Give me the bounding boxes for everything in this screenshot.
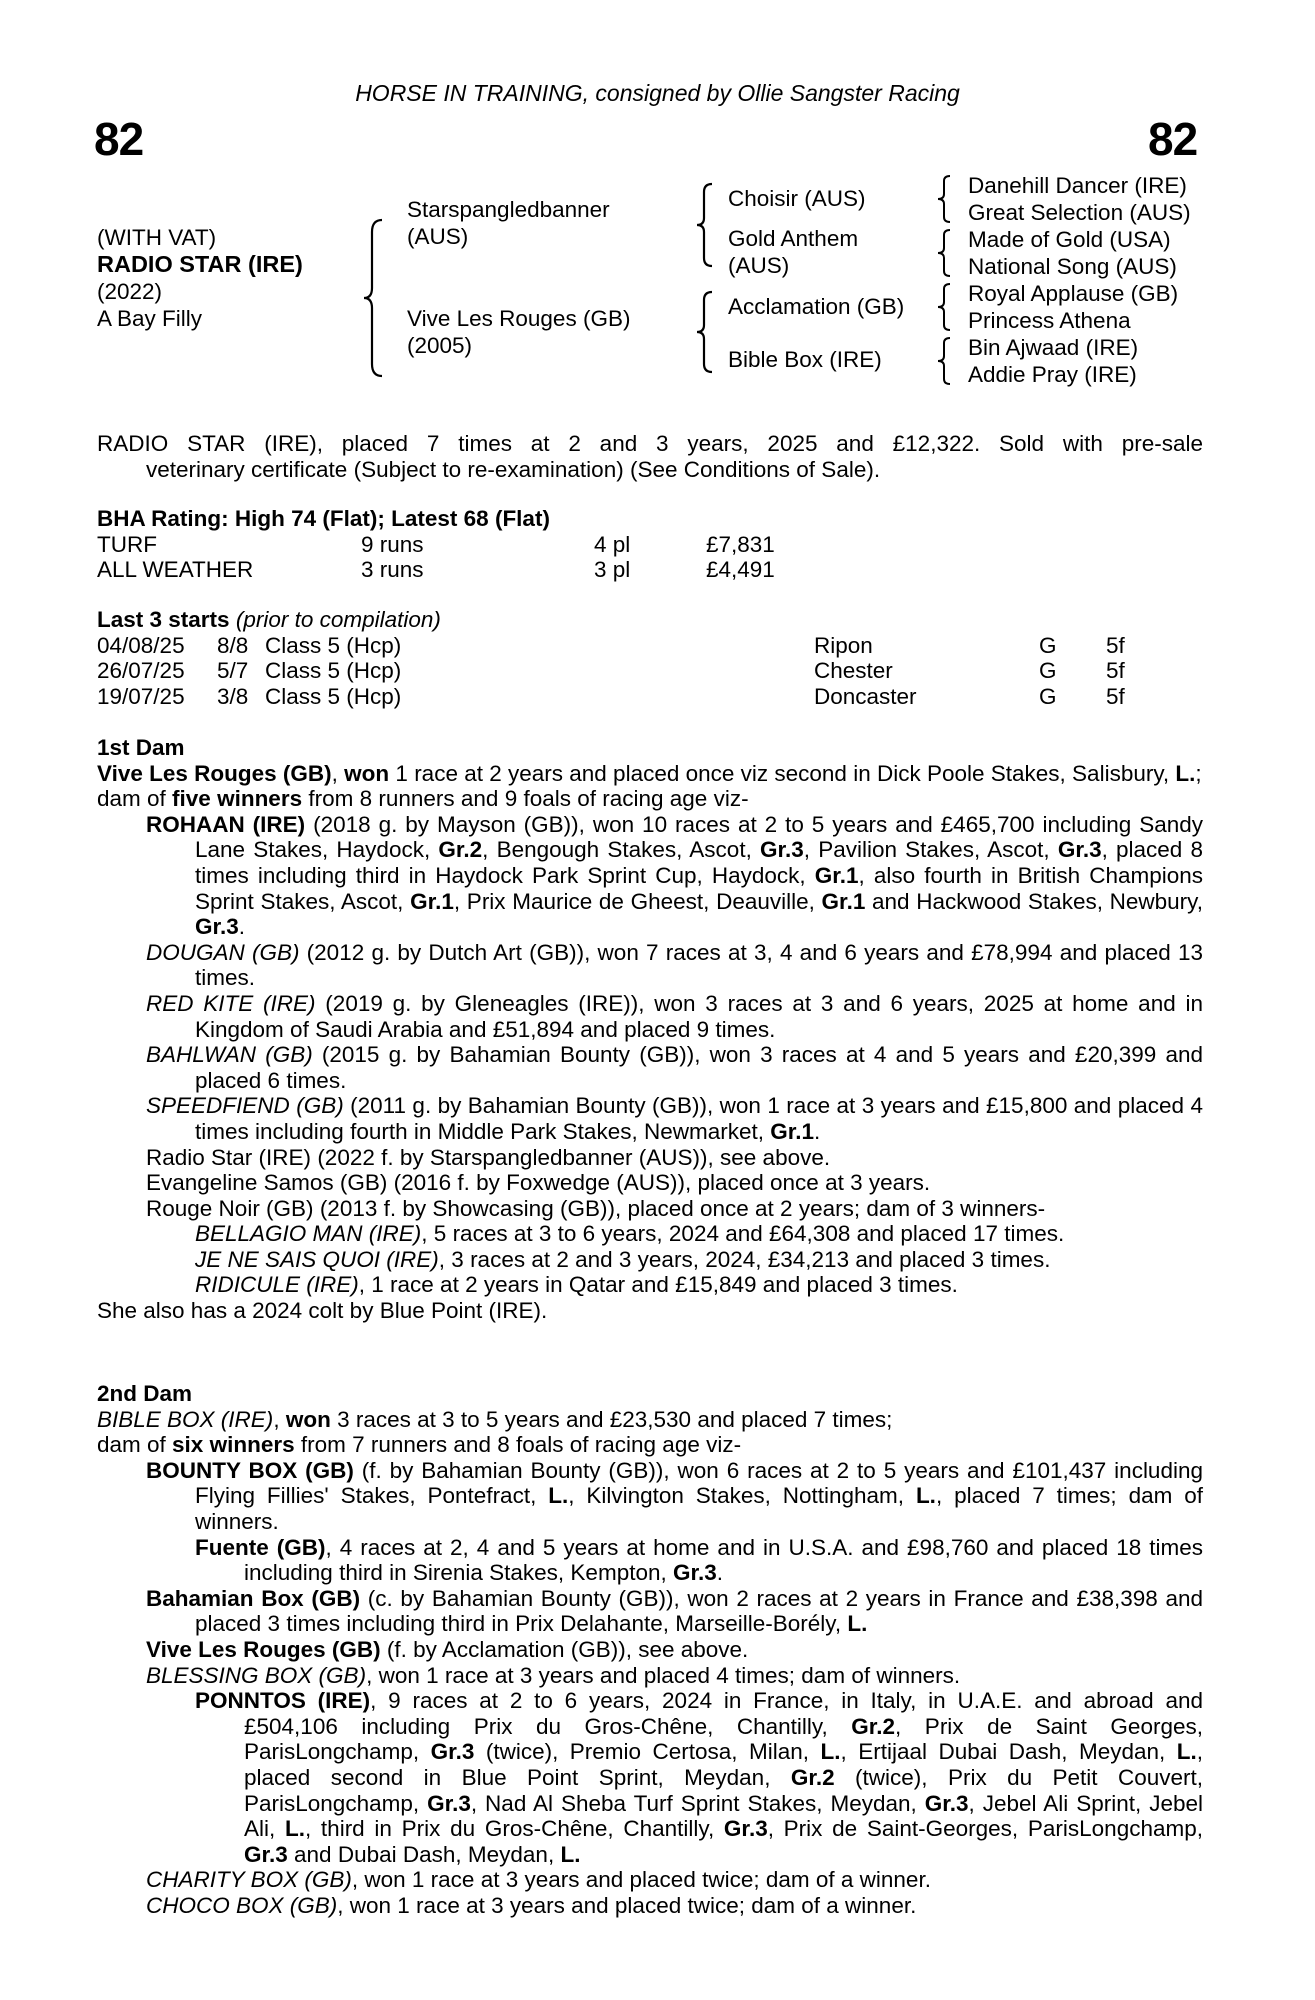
race-grade: L. (284, 1816, 305, 1842)
going: G (1039, 683, 1057, 709)
race-record: , Bengough Stakes, Ascot, (482, 837, 760, 863)
race-grade: Gr.1 (410, 888, 454, 914)
offspring-entry (195, 1535, 1203, 1586)
race-record: , won 1 race at 3 years and placed twice; dam of a winner. (351, 1867, 931, 1893)
second-dam-section (97, 1381, 1203, 1918)
race-record: (2012 g. by Dutch Art (GB)), won 7 races at 3, 4 and 6 years and £78,994 and placed 13 times. (195, 939, 1203, 991)
horse-name: RED KITE (IRE) (146, 990, 316, 1016)
offspring-entry (146, 1458, 1203, 1535)
pedigree-brace-acclamation (934, 282, 954, 332)
runs: 9 runs (361, 531, 424, 557)
race-record: (2019 g. by Gleneagles (IRE)), won 3 races at 3 and 6 years, 2025 at home and in Kingdom of Saudi Arabia and £51,894 and placed 9 times. (195, 990, 1203, 1042)
placed: 3 pl (594, 557, 631, 583)
race-record: , Pavilion Stakes, Ascot, (803, 837, 1058, 863)
offspring-entry (146, 1170, 1203, 1196)
offspring-entry (146, 1663, 1203, 1689)
horse-name: Bahamian Box (GB) (146, 1585, 361, 1611)
pedigree-brace-sire (694, 182, 716, 268)
race-record: , 4 races at 2, 4 and 5 years at home and in U.S.A. and £98,760 and placed 18 times including third in Sirenia Stakes, Kempton, (244, 1534, 1203, 1586)
first-dam-section (97, 735, 1203, 1324)
dam-of-pre: dam of (97, 786, 173, 812)
dam-name: Vive Les Rouges (GB) (407, 306, 631, 331)
race-record: (twice), Prix du Petit Couvert, ParisLongchamp, (244, 1764, 1203, 1816)
race-grade: Gr.3 (723, 1816, 768, 1842)
race-record: , placed second in Blue Point Sprint, Meydan, (244, 1739, 1203, 1790)
horse-identity (97, 224, 303, 332)
race-grade: Gr.2 (851, 1713, 896, 1739)
horse-name: Fuente (GB) (195, 1534, 326, 1560)
horse-name: CHARITY BOX (GB) (146, 1867, 352, 1893)
gen3-ancestor: Royal Applause (GB) (968, 281, 1179, 306)
race-record: (f. by Bahamian Bounty (GB)), won 6 races at 2 to 5 years and £101,437 including Flying Fillies' Stakes, Pontefract, (195, 1457, 1203, 1509)
race-grade: Gr.3 (427, 1790, 471, 1816)
lot-number-left: 82 (94, 113, 144, 165)
race-record: , won 1 race at 3 years and placed 4 times; dam of winners. (366, 1662, 961, 1688)
offspring-entry (146, 1586, 1203, 1637)
race-record: (2018 g. by Mayson (GB)), won 10 races at 2 to 5 years and £465,700 including Sandy Lane Stakes, Haydock, (195, 811, 1203, 863)
race-record: , 1 race at 2 years in Qatar and £15,849 and placed 3 times. (358, 1272, 958, 1298)
race-class: Class 5 (Hcp) (265, 658, 402, 684)
horse-name: RADIO STAR (IRE) (97, 251, 303, 277)
pedigree-dam-dam: Bible Box (IRE) (728, 347, 882, 372)
summary-line-1: RADIO STAR (IRE), placed 7 times at 2 and 3 years, 2025 and £12,322. Sold with pre-sale (97, 431, 1203, 456)
pedigree-brace-dam (694, 290, 716, 374)
first-dam-heading: 1st Dam (97, 735, 185, 760)
horse-name: SPEEDFIEND (GB) (146, 1093, 344, 1119)
race-grade: Gr.3 (430, 1739, 475, 1765)
horse-description: A Bay Filly (97, 306, 203, 331)
won-label: won (285, 1406, 331, 1432)
course: Doncaster (814, 683, 917, 709)
race-record: (f. by Acclamation (GB)), see above. (380, 1636, 749, 1662)
gen3-ancestor: Bin Ajwaad (IRE) (968, 335, 1139, 360)
first-dam-offspring-list (97, 812, 1203, 1222)
first-dam-intro: Vive Les Rouges (GB), won 1 race at 2 years and placed once viz second in Dick Poole Stakes, Salisbury, L.; (97, 760, 1202, 786)
race-grade: L. (915, 1483, 936, 1509)
offspring-entry (146, 991, 1203, 1042)
race-record: (2015 g. by Bahamian Bounty (GB)), won 3 races at 4 and 5 years and £20,399 and placed 6 times. (195, 1042, 1203, 1093)
race-date: 19/07/25 (97, 683, 185, 709)
race-grade: Gr.3 (672, 1560, 717, 1586)
grand-offspring-list (97, 1221, 1203, 1298)
race-record: , Jebel Ali Sprint, Jebel Ali, (244, 1790, 1203, 1842)
horse-name: BOUNTY BOX (GB) (146, 1457, 354, 1483)
dam-record: 1 race at 2 years and placed once viz second in Dick Poole Stakes, Salisbury, (389, 760, 1176, 786)
finish-position: 3/8 (217, 683, 249, 709)
race-record: , won 1 race at 3 years and placed twice; dam of a winner. (337, 1892, 917, 1918)
gen3-ancestor: Addie Pray (IRE) (968, 362, 1137, 387)
race-grade: Gr.1 (814, 862, 859, 888)
race-record: , placed 7 times; dam of winners. (195, 1483, 1203, 1534)
rating-row (97, 532, 1203, 558)
sire-dam-country: (AUS) (728, 253, 790, 278)
start-row (97, 658, 1203, 684)
race-record: , 9 races at 2 to 6 years, 2024 in France, in Italy, in U.A.E. and abroad and £504,106 including Prix du Gros-Chêne, Chantilly, (244, 1688, 1203, 1739)
race-grade: L. (820, 1739, 841, 1765)
sire-country: (AUS) (407, 224, 469, 249)
offspring-entry (146, 1867, 1203, 1893)
pedigree-sire-sire: Choisir (AUS) (728, 186, 866, 211)
race-record: , Prix de Saint-Georges, ParisLongchamp, (767, 1816, 1203, 1842)
race-record: , Nad Al Sheba Turf Sprint Stakes, Meydan, (470, 1790, 925, 1816)
lot-number-right: 82 (1148, 113, 1198, 165)
second-dam-intro: BIBLE BOX (IRE), won 3 races at 3 to 5 years and £23,530 and placed 7 times; (97, 1406, 893, 1432)
distance: 5f (1106, 632, 1125, 658)
race-record: , third in Prix du Gros-Chêne, Chantilly, (304, 1816, 724, 1842)
bha-rating-section (97, 506, 1203, 583)
race-record: , Prix Maurice de Gheest, Deauville, (453, 888, 822, 914)
race-grade: L. (1175, 760, 1196, 786)
offspring-entry (195, 1688, 1203, 1867)
gen3-ancestor: Great Selection (AUS) (968, 200, 1191, 225)
second-dam-offspring-list (97, 1458, 1203, 1919)
race-record: , Ertijaal Dubai Dash, Meydan, (840, 1739, 1177, 1765)
pedigree-brace-choisir (934, 174, 954, 224)
last-starts-heading: Last 3 starts (97, 607, 230, 632)
gen3-ancestor: Princess Athena (968, 308, 1131, 333)
offspring-entry (146, 1093, 1203, 1144)
gen3-ancestor: Danehill Dancer (IRE) (968, 173, 1187, 198)
dam-of-summary (97, 1432, 1203, 1458)
vat-note: (WITH VAT) (97, 225, 217, 250)
sire-dam-name: Gold Anthem (728, 226, 859, 251)
horse-name: Rouge Noir (GB) (146, 1195, 314, 1221)
earnings: £4,491 (706, 557, 775, 583)
start-row (97, 633, 1203, 659)
offspring-entry (146, 1893, 1203, 1919)
horse-name: PONNTOS (IRE) (195, 1688, 371, 1714)
dam-of-summary (97, 786, 1203, 812)
race-record: (2011 g. by Bahamian Bounty (GB)), won 1 race at 3 years and £15,800 and placed 4 times including fourth in Middle Park Stakes, Newmarket, (195, 1093, 1203, 1144)
horse-name: Vive Les Rouges (GB) (146, 1636, 381, 1662)
race-grade: Gr.3 (760, 837, 804, 863)
race-grade: Gr.3 (244, 1841, 288, 1867)
race-grade: Gr.1 (821, 888, 866, 914)
horse-name: RIDICULE (IRE) (195, 1272, 359, 1298)
race-grade: Gr.2 (790, 1764, 835, 1790)
race-record: (twice), Premio Certosa, Milan, (474, 1739, 821, 1765)
horse-name: CHOCO BOX (GB) (146, 1892, 338, 1918)
pedigree-brace-gold-anthem (934, 228, 954, 278)
race-record: , 5 races at 3 to 6 years, 2024 and £64,308 and placed 17 times. (421, 1221, 1065, 1247)
race-record: and Dubai Dash, Meydan, (287, 1841, 561, 1867)
pedigree-brace-gen1 (360, 218, 386, 378)
race-grade: L. (548, 1483, 569, 1509)
horse-year: (2022) (97, 279, 163, 304)
distance: 5f (1106, 683, 1125, 709)
dam-name: Vive Les Rouges (GB) (97, 760, 332, 786)
race-record: , Prix de Saint Georges, ParisLongchamp, (244, 1713, 1203, 1765)
race-record: , 3 races at 2 and 3 years, 2024, £34,213 and placed 3 times. (438, 1246, 1051, 1272)
race-record: (2016 f. by Foxwedge (AUS)), placed once at 3 years. (387, 1170, 931, 1196)
dam-of-post: from 7 runners and 8 foals of racing age viz- (294, 1432, 742, 1458)
horse-name: Radio Star (IRE) (146, 1144, 312, 1170)
dam-year: (2005) (407, 333, 473, 358)
offspring-entry (146, 1196, 1203, 1222)
horse-name: ROHAAN (IRE) (146, 811, 306, 837)
grand-offspring-entry (195, 1272, 1203, 1298)
gen3-ancestor: National Song (AUS) (968, 254, 1177, 279)
last-starts-section (97, 607, 1203, 709)
horse-name: Evangeline Samos (GB) (146, 1170, 388, 1196)
pedigree-brace-bible-box (934, 336, 954, 386)
second-dam-heading: 2nd Dam (97, 1381, 193, 1406)
finish-position: 5/7 (217, 658, 249, 684)
pedigree-dam-sire: Acclamation (GB) (728, 294, 905, 319)
race-date: 04/08/25 (97, 632, 185, 658)
going: G (1039, 658, 1057, 684)
race-record: . (716, 1560, 724, 1586)
dam-name: BIBLE BOX (IRE) (97, 1406, 274, 1432)
horse-name: BAHLWAN (GB) (146, 1042, 313, 1068)
winners-count: five winners (172, 786, 303, 812)
race-record: (c. by Bahamian Bounty (GB)), won 2 races at 2 years in France and £38,398 and placed 3 times including third in Prix Delahante, Marseille-Borély, (195, 1585, 1204, 1637)
bha-rating-heading: BHA Rating: High 74 (Flat); Latest 68 (Flat) (97, 506, 550, 531)
dam-record-end: ; (1195, 760, 1202, 786)
grand-offspring-entry (195, 1247, 1203, 1273)
horse-name: BLESSING BOX (GB) (146, 1662, 367, 1688)
sire-name: Starspangledbanner (407, 197, 610, 222)
race-grade: L. (560, 1841, 581, 1867)
grand-offspring-entry (195, 1221, 1203, 1247)
race-record: (2013 f. by Showcasing (GB)), placed once at 2 years; dam of 3 winners- (313, 1195, 1046, 1221)
earnings: £7,831 (706, 531, 775, 557)
race-grade: Gr.3 (1057, 837, 1102, 863)
surface: TURF (97, 531, 157, 557)
rating-row (97, 557, 1203, 583)
horse-name: BELLAGIO MAN (IRE) (195, 1221, 422, 1247)
offspring-entry (146, 940, 1203, 991)
start-row (97, 684, 1203, 710)
race-record: , placed 8 times including third in Haydock Park Sprint Cup, Haydock, (195, 837, 1203, 888)
race-record: . (814, 1118, 821, 1144)
race-summary (97, 431, 1203, 482)
first-dam-closing: She also has a 2024 colt by Blue Point (IRE). (97, 1298, 548, 1324)
race-class: Class 5 (Hcp) (265, 632, 402, 658)
race-grade: Gr.3 (924, 1790, 969, 1816)
race-grade: Gr.3 (195, 914, 239, 940)
race-grade: L. (847, 1611, 868, 1637)
offspring-entry (146, 1637, 1203, 1663)
race-grade: Gr.2 (438, 837, 483, 863)
dam-of-pre: dam of (97, 1432, 173, 1458)
summary-line-2: veterinary certificate (Subject to re-examination) (See Conditions of Sale). (146, 456, 881, 482)
horse-name: DOUGAN (GB) (146, 939, 300, 965)
race-record: , also fourth in British Champions Sprint Stakes, Ascot, (195, 862, 1203, 914)
gen3-ancestor: Made of Gold (USA) (968, 227, 1171, 252)
race-record: and Hackwood Stakes, Newbury, (865, 888, 1203, 914)
going: G (1039, 632, 1057, 658)
race-record: . (238, 914, 246, 940)
course: Ripon (814, 632, 873, 658)
race-date: 26/07/25 (97, 658, 185, 684)
runs: 3 runs (361, 557, 424, 583)
last-starts-subheading: (prior to compilation) (235, 607, 441, 632)
dam-record: 3 races at 3 to 5 years and £23,530 and placed 7 times; (330, 1406, 893, 1432)
catalogue-header: HORSE IN TRAINING, consigned by Ollie Sangster Racing (355, 80, 960, 106)
race-grade: L. (1176, 1739, 1197, 1765)
race-record: , Kilvington Stakes, Nottingham, (568, 1483, 916, 1509)
pedigree-dam (407, 305, 630, 359)
offspring-entry (146, 812, 1203, 940)
offspring-entry (146, 1042, 1203, 1093)
finish-position: 8/8 (217, 632, 249, 658)
race-grade: Gr.1 (770, 1118, 815, 1144)
won-label: won (344, 760, 390, 786)
placed: 4 pl (594, 531, 631, 557)
pedigree-sire (407, 196, 610, 250)
race-class: Class 5 (Hcp) (265, 683, 402, 709)
pedigree-sire-dam (728, 225, 858, 279)
surface: ALL WEATHER (97, 557, 254, 583)
dam-of-post: from 8 runners and 9 foals of racing age viz- (302, 786, 749, 812)
winners-count: six winners (172, 1432, 295, 1458)
horse-name: JE NE SAIS QUOI (IRE) (195, 1246, 439, 1272)
pedigree-gen3 (968, 172, 1191, 388)
distance: 5f (1106, 658, 1125, 684)
race-record: (2022 f. by Starspangledbanner (AUS)), see above. (311, 1144, 831, 1170)
offspring-entry (146, 1145, 1203, 1171)
course: Chester (814, 658, 893, 684)
